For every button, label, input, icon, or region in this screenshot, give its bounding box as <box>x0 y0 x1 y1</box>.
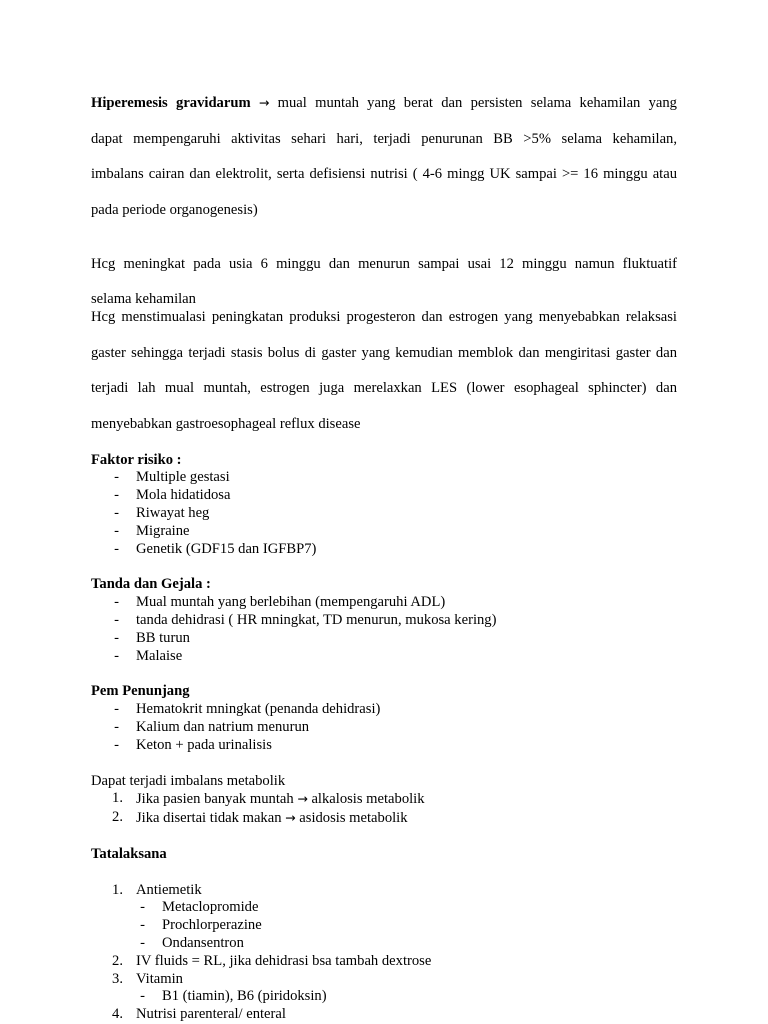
list-item: - Mola hidatidosa <box>114 487 231 504</box>
intro-paragraph <box>91 94 677 220</box>
imbalans-list <box>91 790 677 828</box>
sub-list-item: - B1 (tiamin), B6 (piridoksin) <box>140 988 327 1005</box>
list-item: - BB turun <box>114 629 190 646</box>
hcg-p2-line-1: Hcg menstimualasi peningkatan produksi progesteron dan estrogen yang menyebabkan relaksasi <box>91 308 677 325</box>
list-item: 1. Jika pasien banyak muntah → alkalosis metabolik <box>112 790 425 808</box>
faktor-risiko-list <box>91 469 677 558</box>
list-item: - Malaise <box>114 647 183 664</box>
imbalans-intro: Dapat terjadi imbalans metabolik <box>91 772 286 789</box>
list-item: 2. IV fluids = RL, jika dehidrasi bsa tambah dextrose <box>112 952 432 969</box>
document-page <box>91 94 677 1024</box>
tanda-gejala-section <box>91 576 677 665</box>
list-item: 2. Jika disertai tidak makan → asidosis metabolik <box>112 809 408 827</box>
list-item: - Multiple gestasi <box>114 469 230 486</box>
tatalaksana-section <box>91 846 677 1024</box>
faktor-risiko-section <box>91 452 677 559</box>
intro-line-2: dapat mempengaruhi aktivitas sehari hari, terjadi penurunan BB >5% selama kehamilan, <box>91 130 677 147</box>
hcg-p1-line-1: Hcg meningkat pada usia 6 minggu dan menurun sampai usai 12 minggu namun fluktuatif <box>91 255 677 272</box>
tatalaksana-heading: Tatalaksana <box>91 845 167 862</box>
arrow-right-icon: → <box>297 791 308 807</box>
sub-list-item: - Prochlorperazine <box>140 917 262 934</box>
intro-line-1: Hiperemesis gravidarum → mual muntah yang berat dan persisten selama kehamilan yang <box>91 95 677 111</box>
list-item: - tanda dehidrasi ( HR mningkat, TD menurun, mukosa kering) <box>114 611 497 628</box>
sub-list-item: - Metaclopromide <box>140 899 259 916</box>
faktor-risiko-heading: Faktor risiko : <box>91 451 182 468</box>
list-item: 4. Nutrisi parenteral/ enteral <box>112 1006 286 1023</box>
term-title: Hiperemesis gravidarum <box>91 95 251 111</box>
intro-line-3: imbalans cairan dan elektrolit, serta defisiensi nutrisi ( 4-6 mingg UK sampai >= 16 minggu atau <box>91 166 677 183</box>
pem-penunjang-list <box>91 701 677 754</box>
list-item: 1. Antiemetik <box>112 881 202 898</box>
tanda-gejala-heading: Tanda dan Gejala : <box>91 576 211 593</box>
list-item: - Keton + pada urinalisis <box>114 736 272 753</box>
tanda-gejala-list <box>91 594 677 665</box>
imbalans-section <box>91 773 677 828</box>
list-item: - Migraine <box>114 522 190 539</box>
arrow-right-icon: → <box>285 810 296 826</box>
list-item: - Mual muntah yang berlebihan (mempengaruhi ADL) <box>114 594 446 611</box>
arrow-right-icon: → <box>258 95 270 110</box>
intro-line-4: pada periode organogenesis) <box>91 201 258 218</box>
list-item: - Genetik (GDF15 dan IGFBP7) <box>114 540 317 557</box>
list-item: - Kalium dan natrium menurun <box>114 718 310 735</box>
list-item: - Hematokrit mningkat (penanda dehidrasi) <box>114 701 381 718</box>
hcg-section <box>91 256 677 434</box>
hcg-p2-line-3: terjadi lah mual muntah, estrogen juga merelaxkan LES (lower esophageal sphincter) dan <box>91 380 677 397</box>
tatalaksana-list <box>91 882 677 1024</box>
hcg-p1-line-2: selama kehamilan <box>91 291 196 308</box>
pem-penunjang-section <box>91 683 677 754</box>
sub-list-item: - Ondansentron <box>140 935 244 952</box>
hcg-p2-line-2: gaster sehingga terjadi stasis bolus di gaster yang kemudian memblok dan mengiritasi gaster dan <box>91 344 677 361</box>
list-item: 3. Vitamin <box>112 970 183 987</box>
hcg-p2-line-4: menyebabkan gastroesophageal reflux disease <box>91 415 361 432</box>
list-item: - Riwayat heg <box>114 504 210 521</box>
pem-penunjang-heading: Pem Penunjang <box>91 683 190 700</box>
